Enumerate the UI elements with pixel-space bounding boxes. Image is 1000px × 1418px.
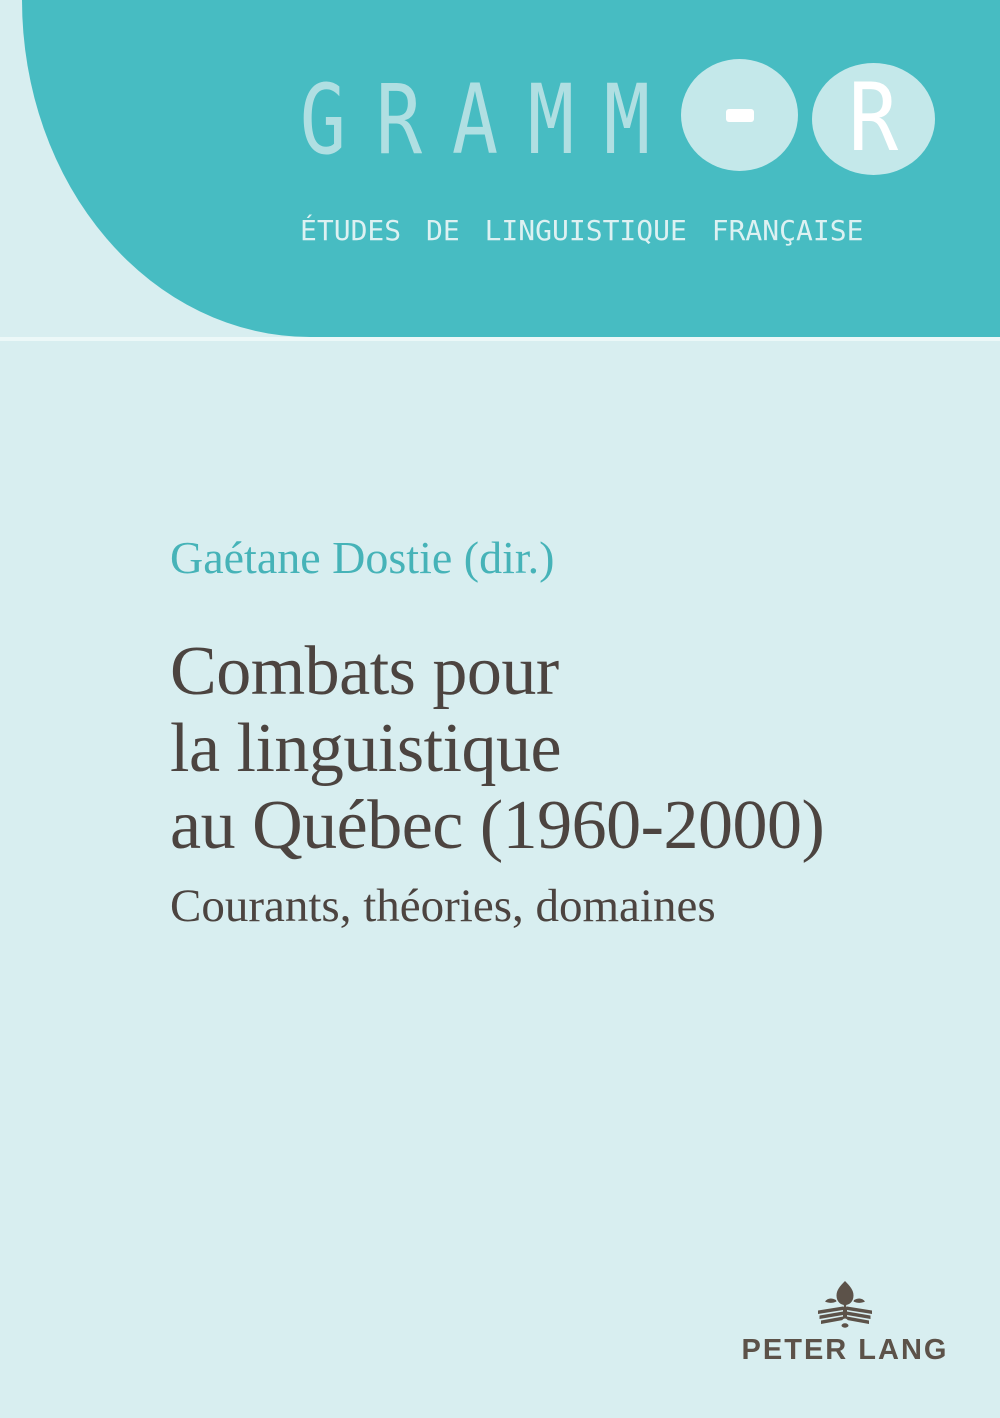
gramm-letter: M bbox=[527, 64, 575, 176]
logo-r-circle bbox=[812, 63, 935, 175]
gramm-letter: A bbox=[451, 64, 499, 176]
open-book-with-flame-icon bbox=[817, 1280, 873, 1332]
title-line-2: la linguistique bbox=[170, 710, 562, 787]
series-title: ÉTUDES DE LINGUISTIQUE FRANÇAISE bbox=[300, 214, 864, 247]
book-subtitle: Courants, théories, domaines bbox=[170, 880, 716, 932]
author-line: Gaétane Dostie (dir.) bbox=[170, 532, 555, 583]
gramm-letter: G bbox=[299, 64, 347, 176]
logo-dash-circle bbox=[681, 59, 798, 171]
title-line-3: au Québec (1960-2000) bbox=[170, 787, 825, 864]
title-line-1: Combats pour bbox=[170, 633, 559, 710]
dash-icon bbox=[726, 109, 754, 122]
book-title bbox=[170, 633, 824, 864]
gramm-letter: M bbox=[603, 64, 651, 176]
publisher-name: PETER LANG bbox=[741, 1334, 949, 1366]
banner-divider-line bbox=[0, 337, 1000, 341]
publisher-block bbox=[733, 1280, 957, 1365]
gramm-r-wordmark bbox=[285, 64, 665, 176]
r-letter: R bbox=[848, 64, 899, 173]
gramm-letter: R bbox=[375, 64, 423, 176]
